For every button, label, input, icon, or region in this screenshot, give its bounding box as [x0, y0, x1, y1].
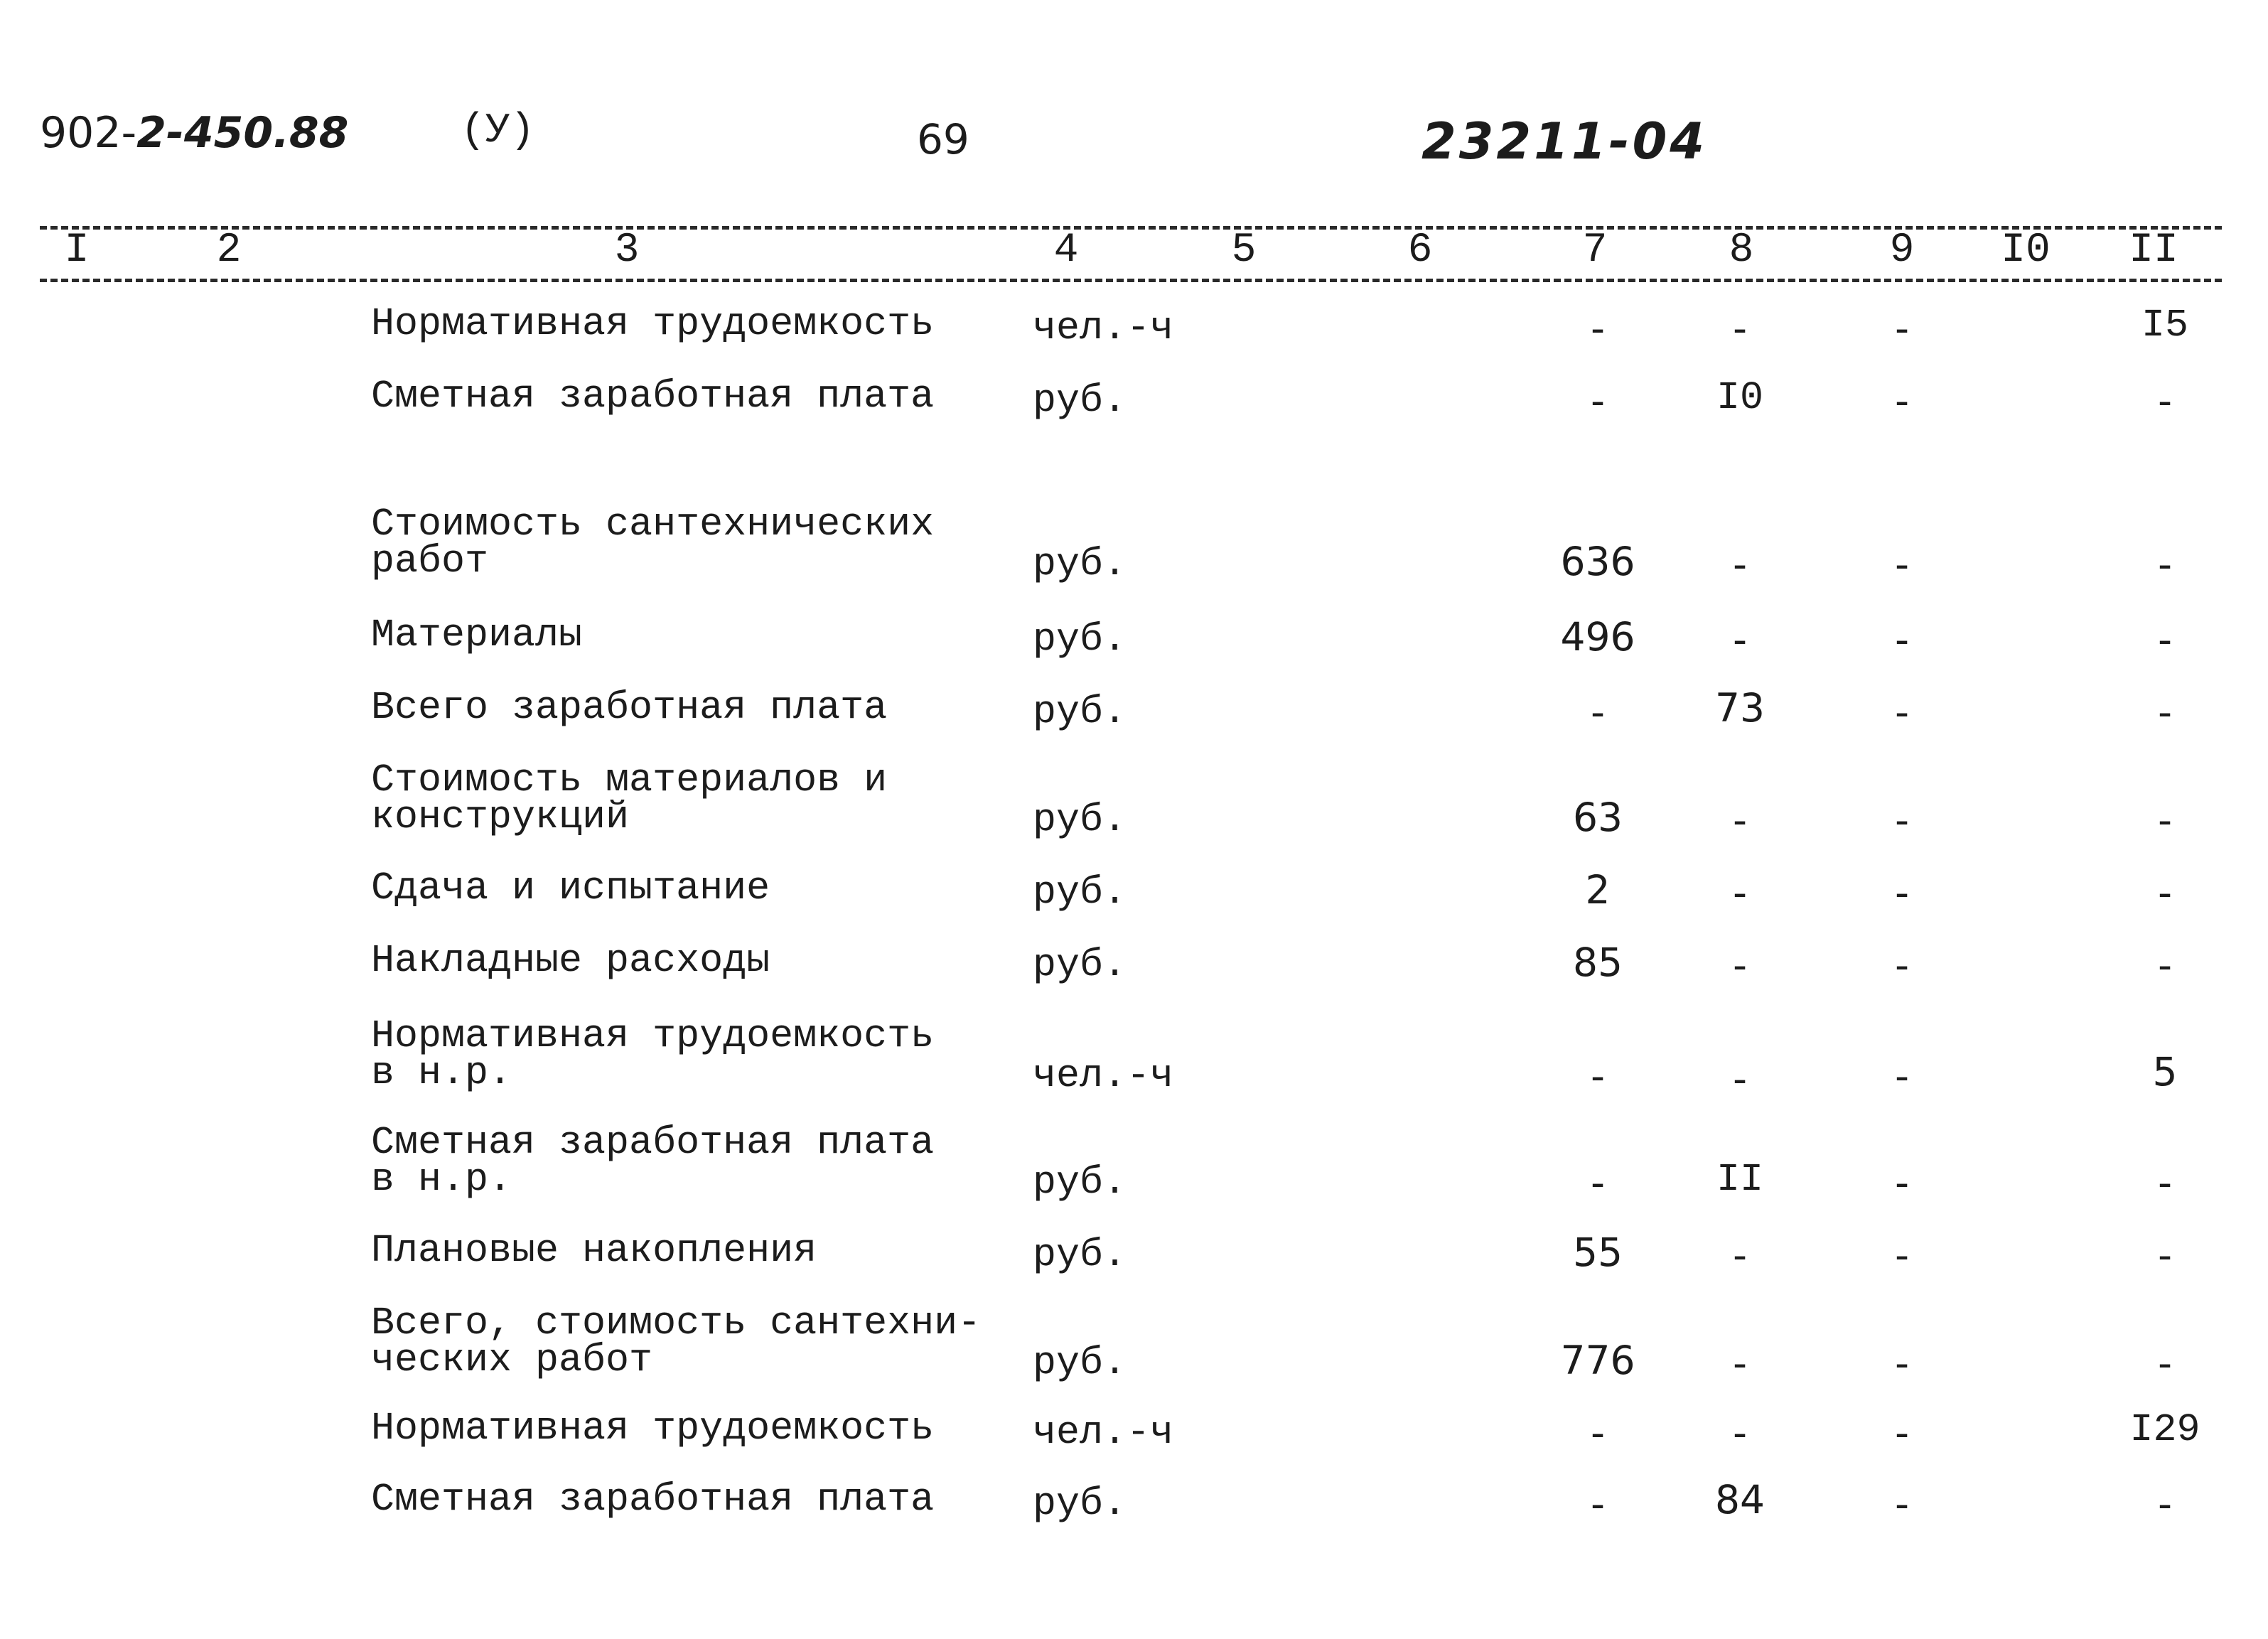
row-col11: -: [2158, 870, 2172, 915]
row-col9: -: [1895, 542, 1909, 587]
row-col9: -: [1895, 870, 1909, 915]
mark-label: (У): [461, 108, 535, 154]
row-name: Стоимость сантехнических работ: [371, 502, 935, 584]
row-col11: -: [2158, 797, 2172, 843]
row-unit: руб.: [1033, 617, 1127, 662]
row-col11: 5: [2152, 1049, 2178, 1095]
row-col8: -: [1733, 870, 1747, 915]
row-name: Материалы: [371, 613, 583, 657]
row-name: Нормативная трудоемкость в н.р.: [371, 1014, 935, 1095]
row-name: Нормативная трудоемкость: [371, 301, 935, 346]
row-col9: -: [1895, 942, 1909, 988]
row-col8: -: [1733, 1340, 1747, 1386]
row-col11: -: [2158, 689, 2172, 735]
row-unit: чел.-ч: [1033, 306, 1174, 350]
row-col9: -: [1895, 617, 1909, 662]
row-col7: 63: [1573, 795, 1623, 840]
row-col7: -: [1591, 1481, 1605, 1527]
row-unit: руб.: [1033, 797, 1127, 842]
row-name: Стоимость материалов и конструкций: [371, 758, 888, 839]
row-name: Сметная заработная плата: [371, 1477, 935, 1522]
row-col11: -: [2158, 1160, 2172, 1205]
column-number-5: 5: [1231, 227, 1257, 274]
row-col9: -: [1895, 306, 1909, 351]
row-col8: -: [1733, 306, 1747, 351]
row-col11: -: [2158, 378, 2172, 424]
row-name: Накладные расходы: [371, 938, 770, 983]
row-name: Сдача и испытание: [371, 866, 770, 910]
row-name: Нормативная трудоемкость: [371, 1406, 935, 1451]
row-col8: -: [1733, 1410, 1747, 1456]
project-code: [40, 108, 348, 158]
row-col11: -: [2158, 1232, 2172, 1278]
row-unit: руб.: [1033, 1232, 1127, 1277]
row-col7: 85: [1573, 940, 1623, 985]
row-col9: -: [1895, 1410, 1909, 1456]
document-number: 23211-04: [1421, 112, 1707, 171]
column-number-11: II: [2129, 227, 2178, 274]
row-col9: -: [1895, 1481, 1909, 1527]
row-unit: чел.-ч: [1033, 1410, 1174, 1455]
row-unit: руб.: [1033, 689, 1127, 734]
column-number-6: 6: [1407, 227, 1433, 274]
row-col9: -: [1895, 797, 1909, 843]
row-col7: -: [1591, 1160, 1605, 1205]
column-number-1: I: [64, 227, 90, 274]
row-col7: 776: [1560, 1338, 1635, 1383]
row-name: Сметная заработная плата: [371, 374, 935, 419]
row-col8: -: [1733, 942, 1747, 988]
row-col8: -: [1733, 617, 1747, 662]
row-col8: I0: [1716, 375, 1763, 420]
project-code-handwritten: 2-450.88: [136, 108, 349, 158]
column-number-2: 2: [216, 227, 242, 274]
row-col9: -: [1895, 689, 1909, 735]
row-name: Сметная заработная плата в н.р.: [371, 1120, 935, 1202]
row-col7: -: [1591, 1410, 1605, 1456]
row-unit: руб.: [1033, 870, 1127, 915]
row-name: Плановые накопления: [371, 1228, 817, 1273]
row-col8: 73: [1715, 685, 1765, 731]
row-col7: -: [1591, 1053, 1605, 1099]
row-col9: -: [1895, 1232, 1909, 1278]
row-unit: руб.: [1033, 542, 1127, 586]
row-unit: чел.-ч: [1033, 1053, 1174, 1098]
column-number-4: 4: [1053, 227, 1079, 274]
row-unit: руб.: [1033, 1340, 1127, 1385]
row-unit: руб.: [1033, 1160, 1127, 1205]
row-col8: -: [1733, 1232, 1747, 1278]
row-col7: -: [1591, 306, 1605, 351]
row-col7: -: [1591, 689, 1605, 735]
column-number-3: 3: [614, 227, 640, 274]
header-divider-bottom: [40, 279, 2222, 282]
row-col8: II: [1716, 1157, 1763, 1202]
row-col11: -: [2158, 542, 2172, 587]
page-number: 69: [917, 115, 969, 163]
row-col9: -: [1895, 1160, 1909, 1205]
row-col7: 2: [1585, 867, 1611, 913]
row-name: Всего заработная плата: [371, 685, 888, 730]
row-col11: I29: [2129, 1407, 2200, 1452]
column-number-7: 7: [1582, 227, 1608, 274]
row-col8: 84: [1715, 1477, 1765, 1522]
row-col8: -: [1733, 797, 1747, 843]
row-col11: -: [2158, 942, 2172, 988]
row-col7: 636: [1560, 539, 1635, 584]
row-name: Всего, стоимость сантехни- ческих работ: [371, 1301, 982, 1382]
row-col9: -: [1895, 378, 1909, 424]
row-col7: -: [1591, 378, 1605, 424]
row-unit: руб.: [1033, 1481, 1127, 1526]
row-col7: 496: [1560, 614, 1635, 660]
project-code-prefix: 902-: [40, 108, 137, 158]
row-col11: -: [2158, 617, 2172, 662]
column-number-8: 8: [1729, 227, 1754, 274]
row-col11: -: [2158, 1481, 2172, 1527]
column-number-9: 9: [1889, 227, 1915, 274]
row-col8: -: [1733, 1056, 1747, 1102]
row-col8: -: [1733, 542, 1747, 587]
row-unit: руб.: [1033, 942, 1127, 987]
row-col11: I5: [2141, 303, 2188, 348]
row-unit: руб.: [1033, 378, 1127, 423]
row-col11: -: [2158, 1340, 2172, 1386]
row-col9: -: [1895, 1053, 1909, 1099]
row-col9: -: [1895, 1340, 1909, 1386]
column-number-10: I0: [2001, 227, 2051, 274]
row-col7: 55: [1573, 1230, 1623, 1275]
